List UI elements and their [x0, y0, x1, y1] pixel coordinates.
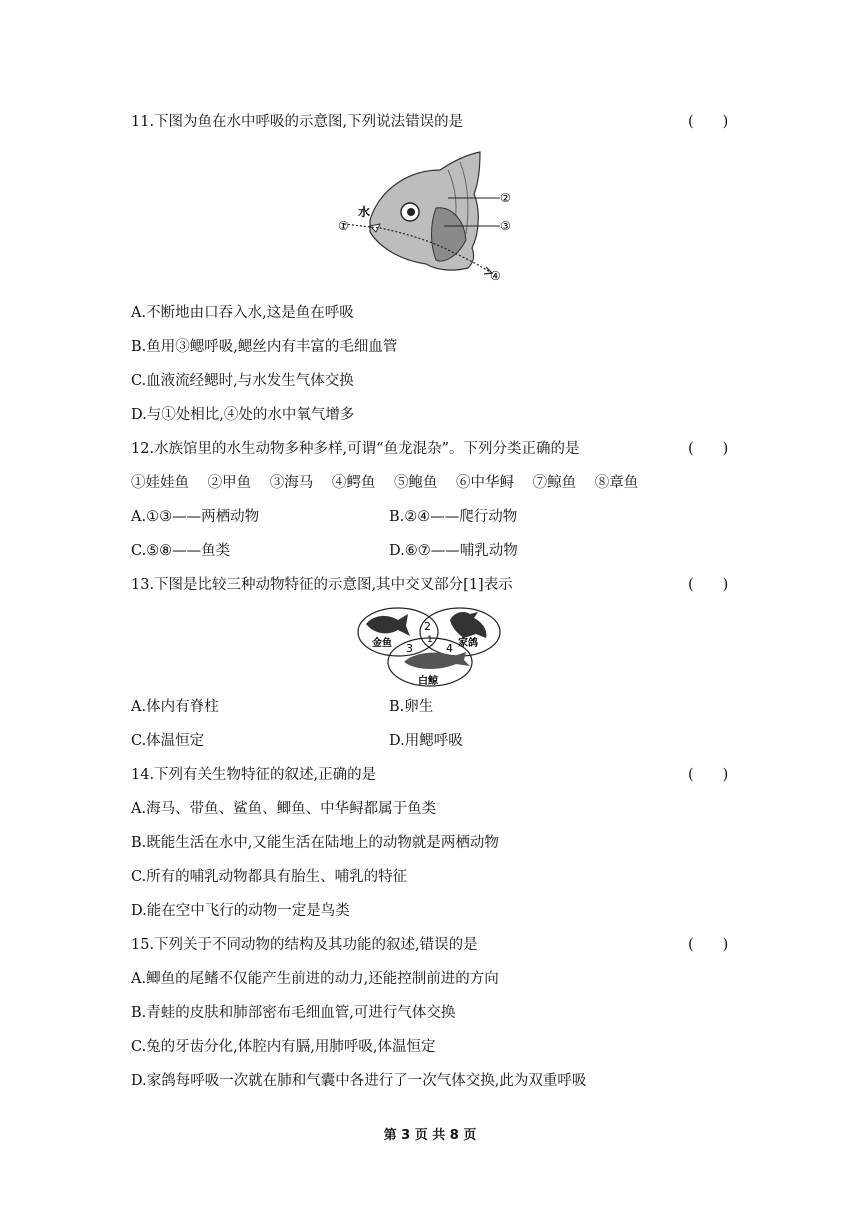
venn-region-3: 3 — [406, 642, 413, 655]
fig-label-3: ③ — [500, 219, 511, 233]
fish-body — [370, 152, 480, 270]
q11-option-b: B.鱼用③鳃呼吸,鳃丝内有丰富的毛细血管 — [131, 339, 398, 355]
q15-stem: 15.下列关于不同动物的结构及其功能的叙述,错误的是 — [131, 937, 478, 953]
q14-option-b: B.既能生活在水中,又能生活在陆地上的动物就是两栖动物 — [131, 835, 499, 851]
q12-option-b: B.②④——爬行动物 — [389, 509, 518, 525]
q12-answer-paren: ( ) — [688, 441, 729, 457]
fig-label-4: ④ — [490, 269, 501, 283]
q11-option-a: A.不断地由口吞入水,这是鱼在呼吸 — [131, 305, 354, 321]
q13-answer-paren: ( ) — [688, 577, 729, 593]
q13-stem: 13.下图是比较三种动物特征的示意图,其中交叉部分[1]表示 — [131, 577, 513, 593]
venn-diagram-figure — [354, 602, 506, 692]
q13-option-c: C.体温恒定 — [131, 733, 205, 749]
fish-breathing-figure — [340, 148, 520, 284]
q15-answer-paren: ( ) — [688, 937, 729, 953]
fig-label-water: 水 — [358, 205, 371, 219]
q12-animal-list — [131, 473, 652, 493]
q11-option-d: D.与①处相比,④处的水中氧气增多 — [131, 407, 355, 423]
q12-item: ⑤鲍鱼 — [393, 475, 438, 491]
q12-option-d: D.⑥⑦——哺乳动物 — [389, 543, 518, 559]
q13-option-d: D.用鳃呼吸 — [389, 733, 463, 749]
q13-option-a: A.体内有脊柱 — [131, 699, 219, 715]
page-number-footer: 第 3 页 共 8 页 — [383, 1128, 477, 1143]
venn-label-whale: 白鲸 — [418, 676, 438, 687]
q11-option-c: C.血液流经鳃时,与水发生气体交换 — [131, 373, 354, 389]
q14-stem: 14.下列有关生物特征的叙述,正确的是 — [131, 767, 377, 783]
venn-region-1: 1 — [427, 635, 433, 645]
goldfish-icon — [366, 614, 410, 636]
pigeon-icon — [450, 612, 486, 638]
q12-item: ⑥中华鲟 — [456, 475, 515, 491]
q11-answer-paren: ( ) — [688, 114, 729, 130]
q12-item: ①娃娃鱼 — [131, 475, 189, 491]
q12-item: ⑧章鱼 — [594, 475, 639, 491]
q13-option-b: B.卵生 — [389, 699, 434, 715]
venn-label-pigeon: 家鸽 — [458, 638, 478, 649]
fig-label-1: ① — [338, 219, 349, 233]
q14-option-a: A.海马、带鱼、鲨鱼、鲫鱼、中华鲟都属于鱼类 — [131, 801, 437, 817]
q15-option-d: D.家鸽每呼吸一次就在肺和气囊中各进行了一次气体交换,此为双重呼吸 — [131, 1073, 587, 1089]
q14-option-c: C.所有的哺乳动物都具有胎生、哺乳的特征 — [131, 869, 408, 885]
q15-option-b: B.青蛙的皮肤和肺部密布毛细血管,可进行气体交换 — [131, 1005, 456, 1021]
q12-item: ④鳄鱼 — [331, 475, 376, 491]
q11-stem: 11.下图为鱼在水中呼吸的示意图,下列说法错误的是 — [131, 114, 464, 130]
q12-item: ⑦鲸鱼 — [532, 475, 577, 491]
q14-answer-paren: ( ) — [688, 767, 729, 783]
q12-option-c: C.⑤⑧——鱼类 — [131, 543, 231, 559]
venn-region-4: 4 — [446, 642, 453, 655]
q14-option-d: D.能在空中飞行的动物一定是鸟类 — [131, 903, 350, 919]
q15-option-c: C.兔的牙齿分化,体腔内有膈,用肺呼吸,体温恒定 — [131, 1039, 436, 1055]
fig-label-2: ② — [500, 191, 511, 205]
q15-option-a: A.鲫鱼的尾鳍不仅能产生前进的动力,还能控制前进的方向 — [131, 971, 499, 987]
q12-option-a: A.①③——两栖动物 — [131, 509, 260, 525]
venn-label-goldfish: 金鱼 — [372, 638, 392, 649]
q12-item: ②甲鱼 — [207, 475, 252, 491]
venn-region-2: 2 — [424, 620, 431, 633]
q12-item: ③海马 — [269, 475, 314, 491]
q12-stem: 12.水族馆里的水生动物多种多样,可谓“鱼龙混杂”。下列分类正确的是 — [131, 441, 580, 457]
